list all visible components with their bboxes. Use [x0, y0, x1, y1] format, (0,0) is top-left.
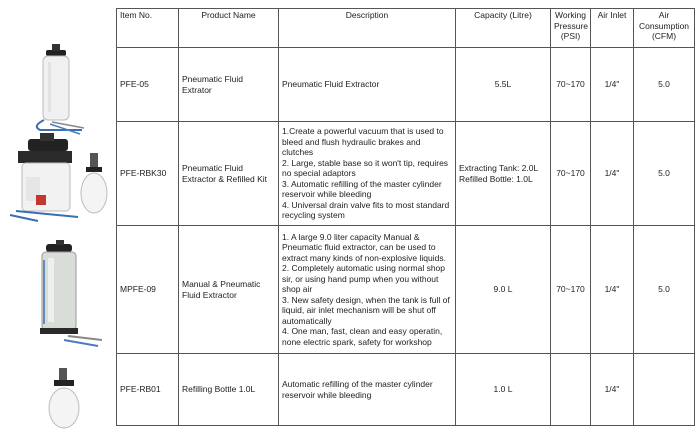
description-line: 3. Automatic refilling of the master cylinder reservoir while bleeding: [282, 178, 442, 200]
description-line: 3. New safety design, when the tank is full of liquid, air inlet mechanism will be shut off automatically: [282, 294, 450, 326]
air-inlet-cell: 1/4": [591, 48, 634, 122]
product-spec-table: [116, 8, 695, 426]
air-consumption-cell: 5.0: [634, 226, 695, 354]
air-consumption-cell: 5.0: [634, 122, 695, 226]
description-line: 2. Completely automatic using normal shop sir, or using hand pump when you without shop air: [282, 263, 445, 295]
capacity-line: Refilled Bottle: 1.0L: [459, 173, 533, 184]
product-name-cell: Manual & Pneumatic Fluid Extractor: [179, 226, 279, 354]
header-product-name: Product Name: [179, 9, 279, 48]
description-cell: [279, 226, 456, 354]
description-cell: [279, 48, 456, 122]
header-air-consumption: Air Consumption (CFM): [634, 9, 695, 48]
product-name-cell: Refilling Bottle 1.0L: [179, 354, 279, 426]
description-line: Pneumatic Fluid Extractor: [282, 79, 380, 90]
pfe-05-product-image: [22, 44, 92, 136]
capacity-cell: 1.0 L: [456, 354, 551, 426]
capacity-cell: 9.0 L: [456, 226, 551, 354]
description-line: 1. A large 9.0 liter capacity Manual & Pneumatic fluid extractor, can be used to extract many kinds of non-explosive liquids.: [282, 231, 446, 263]
working-pressure-cell: 70~170: [551, 226, 591, 354]
air-inlet-cell: 1/4": [591, 122, 634, 226]
product-name-cell: Pneumatic Fluid Extractor & Refilled Kit: [179, 122, 279, 226]
working-pressure-cell: [551, 354, 591, 426]
air-inlet-cell: 1/4": [591, 354, 634, 426]
pfe-rb01-product-image: [46, 368, 82, 430]
header-item-no: Item No.: [117, 9, 179, 48]
description-line: 4. Universal drain valve fits to most standard recycling system: [282, 199, 450, 221]
table-row: [117, 48, 695, 122]
air-consumption-cell: [634, 354, 695, 426]
table-row: [117, 354, 695, 426]
capacity-cell: [456, 122, 551, 226]
description-line: 4. One man, fast, clean and easy operatin, none electric spark, safety for workshop: [282, 326, 443, 347]
product-name-cell: Pneumatic Fluid Extrator: [179, 48, 279, 122]
working-pressure-cell: 70~170: [551, 122, 591, 226]
item-no-cell: PFE-RB01: [117, 354, 179, 426]
capacity-cell: 5.5L: [456, 48, 551, 122]
description-line: 1.Create a powerful vacuum that is used to bleed and flush hydraulic brakes and clutches: [282, 126, 444, 158]
table-row: [117, 122, 695, 226]
mpfe-09-product-image: [28, 240, 108, 350]
description-cell: [279, 354, 456, 426]
description-line: Automatic refilling of the master cylinder reservoir while bleeding: [282, 379, 433, 400]
header-capacity: Capacity (Litre): [456, 9, 551, 48]
header-working-pressure: Working Pressure (PSI): [551, 9, 591, 48]
header-row: [117, 9, 695, 48]
working-pressure-cell: 70~170: [551, 48, 591, 122]
header-air-inlet: Air Inlet: [591, 9, 634, 48]
header-description: Description: [279, 9, 456, 48]
air-consumption-cell: 5.0: [634, 48, 695, 122]
item-no-cell: PFE-RBK30: [117, 122, 179, 226]
item-no-cell: PFE-05: [117, 48, 179, 122]
pfe-rbk30-product-image: [8, 133, 116, 225]
product-images-column: [0, 0, 116, 441]
description-line: 2. Large, stable base so it won't tip, requires no special adaptors: [282, 157, 449, 179]
description-cell: [279, 122, 456, 226]
air-inlet-cell: 1/4": [591, 226, 634, 354]
capacity-line: Extracting Tank: 2.0L: [459, 163, 539, 173]
table-row: [117, 226, 695, 354]
item-no-cell: MPFE-09: [117, 226, 179, 354]
